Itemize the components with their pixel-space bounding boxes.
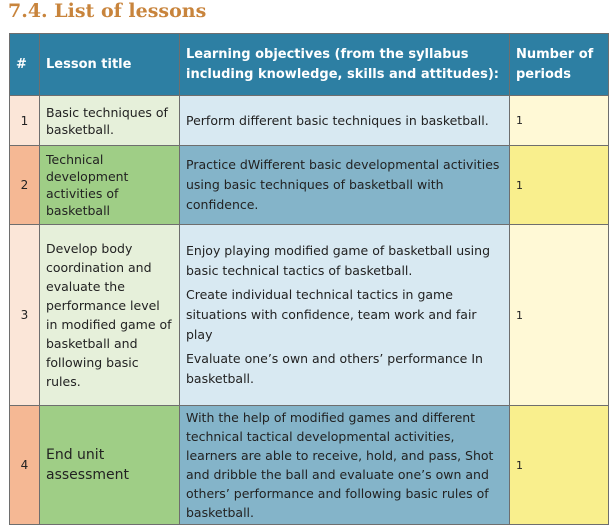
number-of-periods: 1 <box>510 406 609 525</box>
number-of-periods: 1 <box>510 96 609 146</box>
table-row <box>10 406 609 525</box>
section-heading: 7.4. List of lessons <box>8 0 207 22</box>
column-header-title: Lesson title <box>40 34 180 96</box>
column-header-number: # <box>10 34 40 96</box>
learning-objectives <box>180 406 510 525</box>
objective-text: Evaluate one’s own and others’ performance In basketball. <box>186 351 483 386</box>
table-row <box>10 225 609 406</box>
column-header-periods: Number of periods <box>510 34 609 96</box>
number-of-periods: 1 <box>510 146 609 225</box>
lesson-title: Develop body coordination and evaluate the performance level in modified game of basketball and following basic rules. <box>40 225 180 406</box>
objective-text: Create individual technical tactics in game situations with confidence, team work and fair play <box>186 287 477 342</box>
number-of-periods: 1 <box>510 225 609 406</box>
objective-text: Perform different basic techniques in basketball. <box>186 112 489 128</box>
learning-objectives <box>180 146 510 225</box>
learning-objectives <box>180 96 510 146</box>
objective-text: With the help of modified games and different technical tactical developmental activities, learners are able to receive, hold, and pass, Shot and dribble the ball and evaluate one’s own and others’ performance and following basic rules of basketball. <box>186 410 494 520</box>
learning-objectives <box>180 225 510 406</box>
lesson-number: 4 <box>10 406 40 525</box>
lesson-title: Technical development activities of basketball <box>40 146 180 225</box>
table-row <box>10 146 609 225</box>
table-row <box>10 96 609 146</box>
lesson-number: 2 <box>10 146 40 225</box>
lesson-title: End unit assessment <box>40 406 180 525</box>
column-header-objectives: Learning objectives (from the syllabus including knowledge, skills and attitudes): <box>180 34 510 96</box>
objective-text: Practice dWifferent basic developmental activities using basic techniques of basketball with confidence. <box>186 157 500 212</box>
lessons-table <box>9 33 609 525</box>
objective-text: Enjoy playing modified game of basketball using basic technical tactics of basketball. <box>186 243 491 278</box>
table-header-row <box>10 34 609 96</box>
lesson-number: 3 <box>10 225 40 406</box>
lesson-number: 1 <box>10 96 40 146</box>
lesson-title: Basic techniques of basketball. <box>40 96 180 146</box>
